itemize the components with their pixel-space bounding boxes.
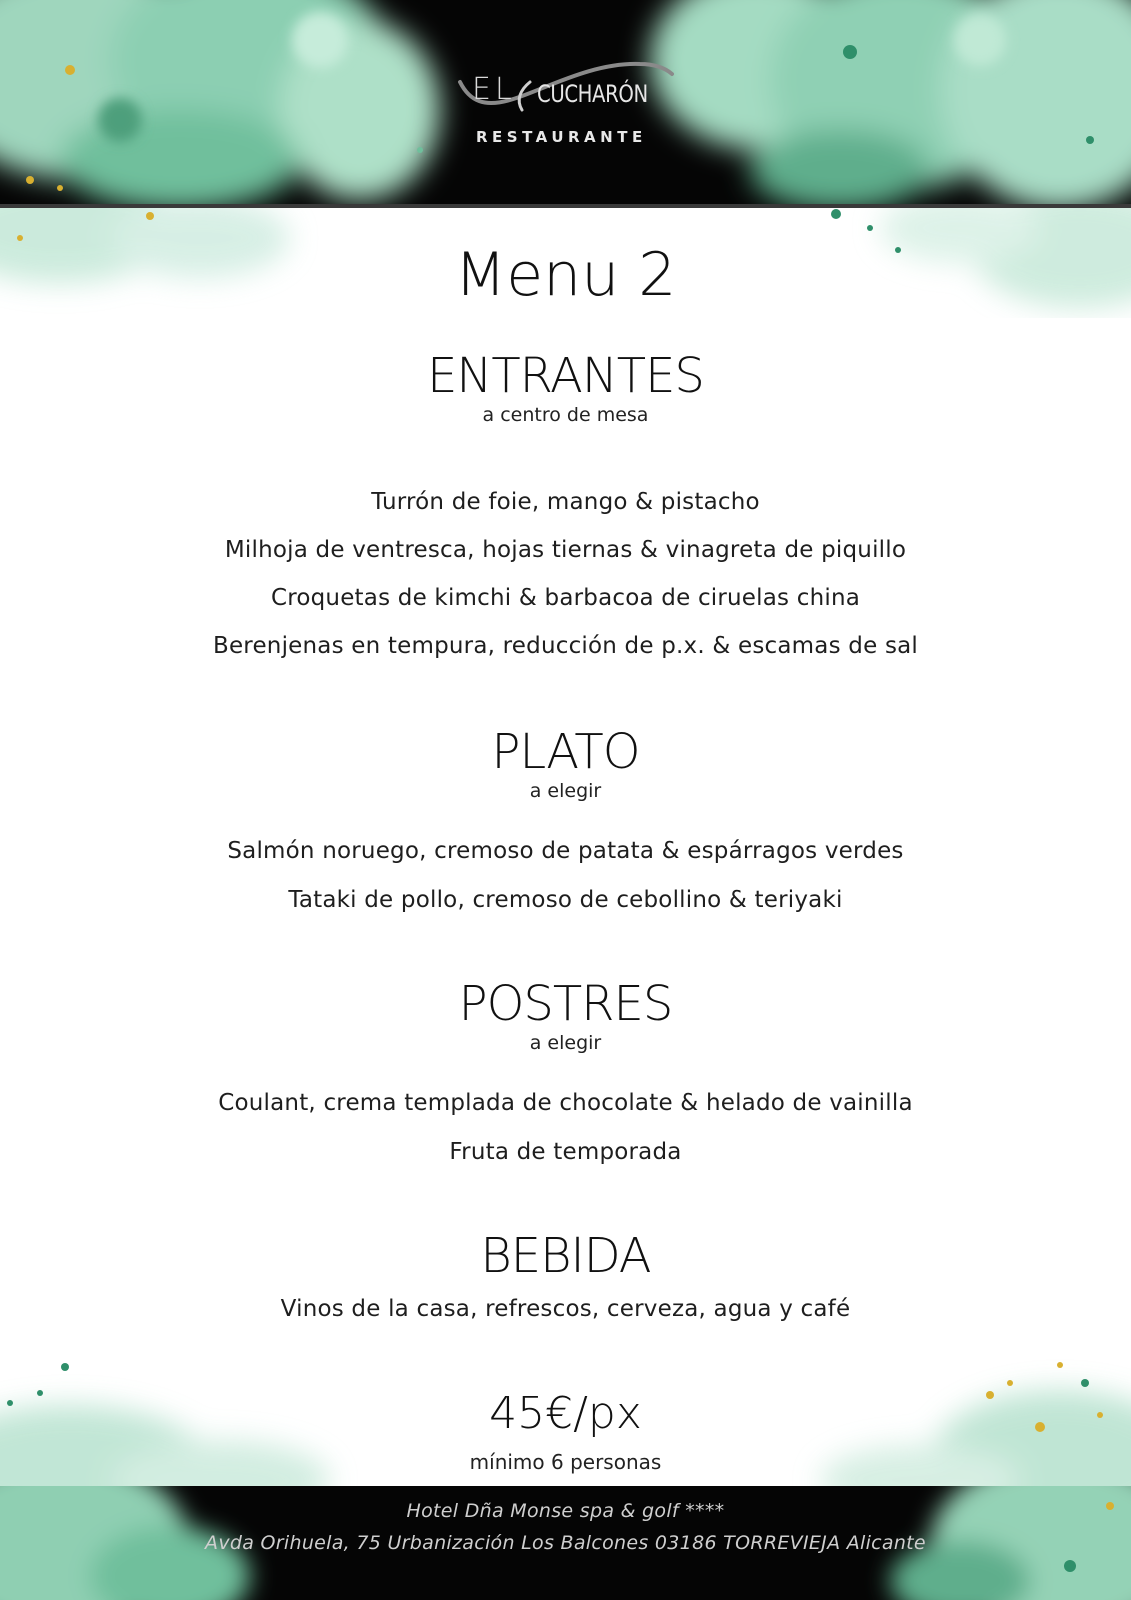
menu-price: 45€/px	[489, 1388, 642, 1439]
dish-item: Salmón noruego, cremoso de patata & espárragos verdes	[227, 838, 904, 864]
dish-item: Berenjenas en tempura, reducción de p.x. & escamas de sal	[212, 633, 919, 659]
section-title-bebida: BEBIDA	[480, 1228, 651, 1284]
section-subtitle-postres: a elegir	[529, 1032, 602, 1054]
dish-item: Fruta de temporada	[449, 1139, 682, 1165]
section-title-plato: PLATO	[491, 724, 640, 780]
section-subtitle-entrantes: a centro de mesa	[482, 404, 649, 426]
menu-title: Menu 2	[454, 240, 677, 310]
price-note: mínimo 6 personas	[469, 1450, 662, 1474]
dish-item: Tataki de pollo, cremoso de cebollino & teriyaki	[288, 887, 843, 913]
section-subtitle-plato: a elegir	[529, 780, 602, 802]
drink-list: Vinos de la casa, refrescos, cerveza, agua y café	[280, 1296, 851, 1322]
footer-address: Avda Orihuela, 75 Urbanización Los Balcones 03186 TORREVIEJA Alicante	[205, 1532, 926, 1554]
logo-el-text: EL	[472, 72, 516, 107]
footer-hotel-name: Hotel Dña Monse spa & golf ****	[406, 1500, 725, 1522]
logo-name-text: CUCHARÓN	[537, 80, 648, 108]
logo-subtitle: RESTAURANTE	[476, 128, 647, 146]
section-title-entrantes: ENTRANTES	[427, 348, 704, 404]
dish-item: Croquetas de kimchi & barbacoa de ciruelas china	[270, 585, 861, 611]
dish-item: Coulant, crema templada de chocolate & helado de vainilla	[218, 1090, 913, 1116]
dish-item: Turrón de foie, mango & pistacho	[371, 489, 760, 515]
dish-item: Milhoja de ventresca, hojas tiernas & vinagreta de piquillo	[224, 537, 907, 563]
section-title-postres: POSTRES	[458, 976, 673, 1032]
footer-banner	[0, 1486, 1131, 1600]
